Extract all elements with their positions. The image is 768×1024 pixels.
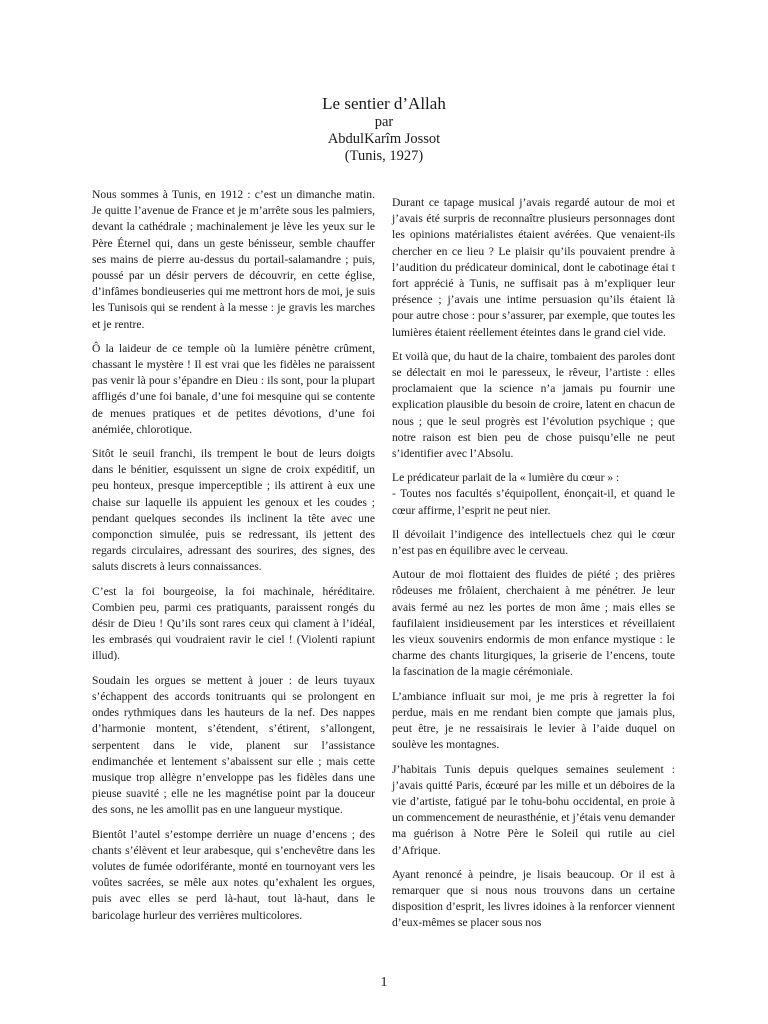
- paragraph: J’habitais Tunis depuis quelques semaines seulement : j’avais quitté Paris, écœuré par les mille et un déboires de la vie d’artiste, fatigué par le tohu-bohu occidental, en proie à un commencement de neurasthénie, et j’étais venu demander ma guérison à Notre Père le Soleil qui rutile au ciel d’Afrique.: [392, 762, 675, 857]
- document-title: Le sentier d’Allah: [322, 94, 446, 113]
- paragraph: Il dévoilait l’indigence des intellectuels chez qui le cœur n’est pas en équilibre avec le cerveau.: [392, 527, 675, 558]
- paragraph: Nous sommes à Tunis, en 1912 : c’est un dimanche matin. Je quitte l’avenue de France et je m’arrête sous les palmiers, devant la cathédrale ; machinalement je lève les yeux sur le Père Éternel qui, dans un geste bénisseur, semble chauffer ses mains de pierre au-dessus du portail-salamandre ; puis, poussé par un désir pervers de découvrir, en cette église, d’infâmes bondieuseries qui me mettront hors de moi, je suis les Tunisois qui se rendent à la messe : je gravis les marches et je rentre.: [92, 188, 375, 331]
- paragraph: Autour de moi flottaient des fluides de piété ; des prières rôdeuses me frôlaient, cherchaient à me pénétrer. Je leur avais fermé au nez les portes de mon âme ; mais elles se faufilaient insidieusement par les interstices et réveillaient les vieux souvenirs endormis de mon enfance mystique : le charme des chants liturgiques, la griserie de l’encens, toute la fascination de la magie cérémoniale.: [392, 568, 675, 679]
- paragraph: Sitôt le seuil franchi, ils trempent le bout de leurs doigts dans le bénitier, esquissent un signe de croix expéditif, un peu honteux, presque imperceptible ; ils attirent à eux une chaise sur laquelle ils appuient les genoux et les coudes ; pendant quelques secondes ils inclinent la tête avec une componction simulée, puis se redressant, ils jettent des regards circulaires, adressant des sourires, des signes, des saluts discrets à leurs connaissances.: [92, 447, 375, 574]
- paragraph: Durant ce tapage musical j’avais regardé autour de moi et j’avais été surpris de reconnaître plusieurs personnages dont les opinions matérialistes étaient avérées. Que venaient-ils chercher en ce lieu ? Le plaisir qu’ils pouvaient prendre à l’audition du prédicateur dominical, dont le cabotinage étai t fort apprécié à Tunis, ne suffisait pas à m’expliquer leur présence ; j’avais une intime persuasion qu’ils étaient là pour autre chose : pour s’assurer, par exemple, que toutes les lumières étaient réellement éteintes dans le grand ciel vide.: [392, 196, 675, 339]
- left-column: [92, 187, 375, 932]
- document-header: [0, 94, 768, 165]
- author-name: AbdulKarîm Jossot: [327, 131, 441, 147]
- paragraph: Bientôt l’autel s’estompe derrière un nuage d’encens ; des chants s’élèvent et leur arabesque, qui s’enchevêtre dans les volutes de fumée odoriférante, monté en tournoyant vers les voûtes sacrées, se mêle aux notes qu’exhalent les orgues, puis avec elles se perd là-haut, tout là-haut, dans le baricolage hurleur des verrières multicolores.: [92, 827, 375, 922]
- place-date: (Tunis, 1927): [344, 148, 424, 164]
- byline-par: par: [374, 114, 394, 130]
- paragraph: Soudain les orgues se mettent à jouer : de leurs tuyaux s’échappent des accords tonitruants qui se prolongent en ondes rythmiques dans les hauteurs de la nef. Des nappes d’harmonie montent, s’étendent, s’étirent, s’allongent, serpentent dans le vide, planent sur l’assistance endimanchée et lentement s’abaissent sur elle ; mais cette musique trop allègre n’enveloppe pas les fidèles dans une pieuse suavité ; elle ne les magnétise point par la douceur des sons, ne les amollit pas en une langueur mystique.: [92, 673, 375, 817]
- paragraph: L’ambiance influait sur moi, je me pris à regretter la foi perdue, mais en me rendant bien compte que jamais plus, peut être, je ne ressaisirais le levier à l’aide duquel on soulève les montagnes.: [392, 689, 675, 752]
- paragraph: C’est la foi bourgeoise, la foi machinale, héréditaire. Combien peu, parmi ces pratiquants, paraissent rongés du désir de Dieu ! Qu’ils sont rares ceux qui clament à l’idéal, les embrasés qui voudraient ravir le ciel ! (Violenti rapiunt illud).: [92, 584, 375, 663]
- right-column: [392, 195, 675, 940]
- paragraph: Et voilà que, du haut de la chaire, tombaient des paroles dont se délectait en moi le paresseux, le rêveur, l’artiste : elles proclamaient que la science n’a jamais pu fournir une explication plausible du besoin de croire, latent en chacun de nous ; que le seul progrès est l’évolution psychique ; que notre raison est bien peu de chose puisqu’elle ne peut s’identifier avec l’Absolu.: [392, 349, 675, 461]
- page-number: 1: [380, 975, 388, 990]
- paragraph: Ô la laideur de ce temple où la lumière pénètre crûment, chassant le mystère ! Il est vrai que les fidèles ne paraissent pas venir là pour s’épandre en Dieu : ils sont, pour la plupart affligés d’une foi banale, d’une foi mesquine qui se contente de menues pratiques et de petites dévotions, d’une foi anémiée, chlorotique.: [92, 341, 375, 436]
- paragraph: Le prédicateur parlait de la « lumière du cœur » : - Toutes nos facultés s’équipollent, énonçait-il, et quand le cœur affirme, l’esprit ne peut nier.: [392, 471, 675, 517]
- paragraph: Ayant renoncé à peindre, je lisais beaucoup. Or il est à remarquer que si nous nous trouvons dans un certaine disposition d’esprit, les livres idoines à la renforcer viennent d’eux-mêmes se placer sous nos: [392, 867, 675, 930]
